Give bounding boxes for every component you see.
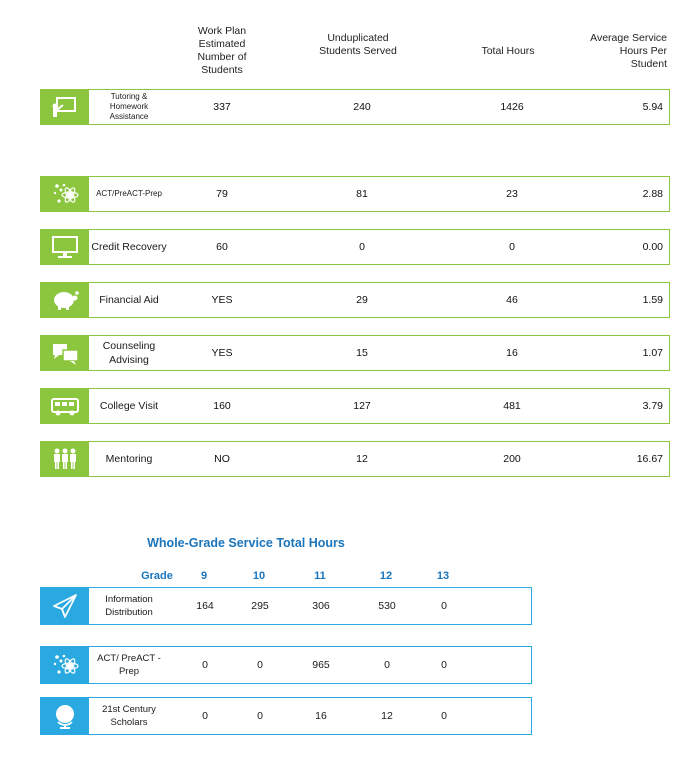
total-hours-value: 1426	[500, 101, 524, 113]
service-row-mentoring	[40, 441, 670, 477]
work-plan-value: YES	[211, 294, 233, 306]
service-label: Counseling Advising	[102, 340, 156, 366]
average-hours-value: 0.00	[642, 241, 663, 253]
service-label: ACT/PreACT-Prep	[96, 189, 162, 198]
presentation-board-icon	[41, 90, 89, 124]
service-label: College Visit	[99, 400, 159, 412]
total-hours-value: 0	[509, 241, 515, 253]
grade-13-value: 0	[441, 600, 447, 612]
globe-icon	[41, 698, 89, 734]
unduplicated-value: 81	[356, 188, 368, 200]
grade-9-value: 164	[196, 600, 214, 612]
section-title: Whole-Grade Service Total Hours	[147, 536, 345, 550]
grade-row-act-prep	[40, 646, 532, 684]
grade-9-value: 0	[202, 659, 208, 671]
grade-12-value: 530	[378, 600, 396, 612]
work-plan-value: YES	[211, 347, 233, 359]
paper-plane-icon	[41, 588, 89, 624]
grade-row-label: 21st Century Scholars	[102, 704, 156, 728]
grade-10-value: 295	[251, 600, 269, 612]
grade-header-9: 9	[200, 570, 208, 582]
unduplicated-value: 12	[356, 453, 368, 465]
people-icon	[41, 442, 89, 476]
atom-icon	[41, 647, 89, 683]
service-label: Financial Aid	[99, 294, 159, 306]
service-row-credit-recovery	[40, 229, 670, 265]
grade-row-label: ACT/ PreACT -Prep	[97, 653, 161, 677]
grade-11-value: 965	[312, 659, 330, 671]
total-hours-value: 481	[503, 400, 521, 412]
grade-row-label: Information Distribution	[105, 594, 153, 618]
header-average-hours: Average Service Hours Per Student	[590, 32, 667, 70]
work-plan-value: 79	[216, 188, 228, 200]
grade-row-information-distribution	[40, 587, 532, 625]
work-plan-value: 337	[213, 101, 231, 113]
grade-13-value: 0	[441, 710, 447, 722]
chat-bubbles-icon	[41, 336, 89, 370]
atom-icon	[41, 177, 89, 211]
average-hours-value: 1.07	[642, 347, 663, 359]
grade-12-value: 12	[381, 710, 393, 722]
grade-12-value: 0	[384, 659, 390, 671]
average-hours-value: 1.59	[642, 294, 663, 306]
service-row-act-prep	[40, 176, 670, 212]
grade-11-value: 16	[315, 710, 327, 722]
average-hours-value: 3.79	[642, 400, 663, 412]
service-row-tutoring	[40, 89, 670, 125]
total-hours-value: 23	[506, 188, 518, 200]
unduplicated-value: 15	[356, 347, 368, 359]
grade-13-value: 0	[441, 659, 447, 671]
work-plan-value: NO	[214, 453, 230, 465]
piggy-bank-icon	[41, 283, 89, 317]
unduplicated-value: 127	[353, 400, 371, 412]
service-label: Mentoring	[105, 453, 153, 465]
service-row-college-visit	[40, 388, 670, 424]
unduplicated-value: 0	[359, 241, 365, 253]
grade-header-13: 13	[436, 570, 450, 582]
average-hours-value: 16.67	[636, 453, 663, 465]
monitor-icon	[41, 230, 89, 264]
grade-header-11: 11	[314, 570, 326, 582]
bus-icon	[41, 389, 89, 423]
grade-header-10: 10	[252, 570, 266, 582]
total-hours-value: 200	[503, 453, 521, 465]
grade-row-21st-century-scholars	[40, 697, 532, 735]
header-total-hours: Total Hours	[481, 45, 535, 57]
service-label: Tutoring & Homework Assistance	[109, 92, 149, 121]
grade-9-value: 0	[202, 710, 208, 722]
grade-header-label: Grade	[141, 570, 173, 582]
service-row-counseling	[40, 335, 670, 371]
grade-10-value: 0	[257, 659, 263, 671]
average-hours-value: 5.94	[642, 101, 663, 113]
service-row-financial-aid	[40, 282, 670, 318]
work-plan-value: 60	[216, 241, 228, 253]
work-plan-value: 160	[213, 400, 231, 412]
total-hours-value: 46	[506, 294, 518, 306]
header-work-plan: Work Plan Estimated Number of Students	[197, 25, 247, 76]
total-hours-value: 16	[506, 347, 518, 359]
average-hours-value: 2.88	[642, 188, 663, 200]
grade-11-value: 306	[312, 600, 330, 612]
unduplicated-value: 29	[356, 294, 368, 306]
grade-header-12: 12	[379, 570, 393, 582]
header-unduplicated: Unduplicated Students Served	[319, 32, 397, 57]
service-label: Credit Recovery	[91, 241, 167, 253]
unduplicated-value: 240	[353, 101, 371, 113]
grade-10-value: 0	[257, 710, 263, 722]
